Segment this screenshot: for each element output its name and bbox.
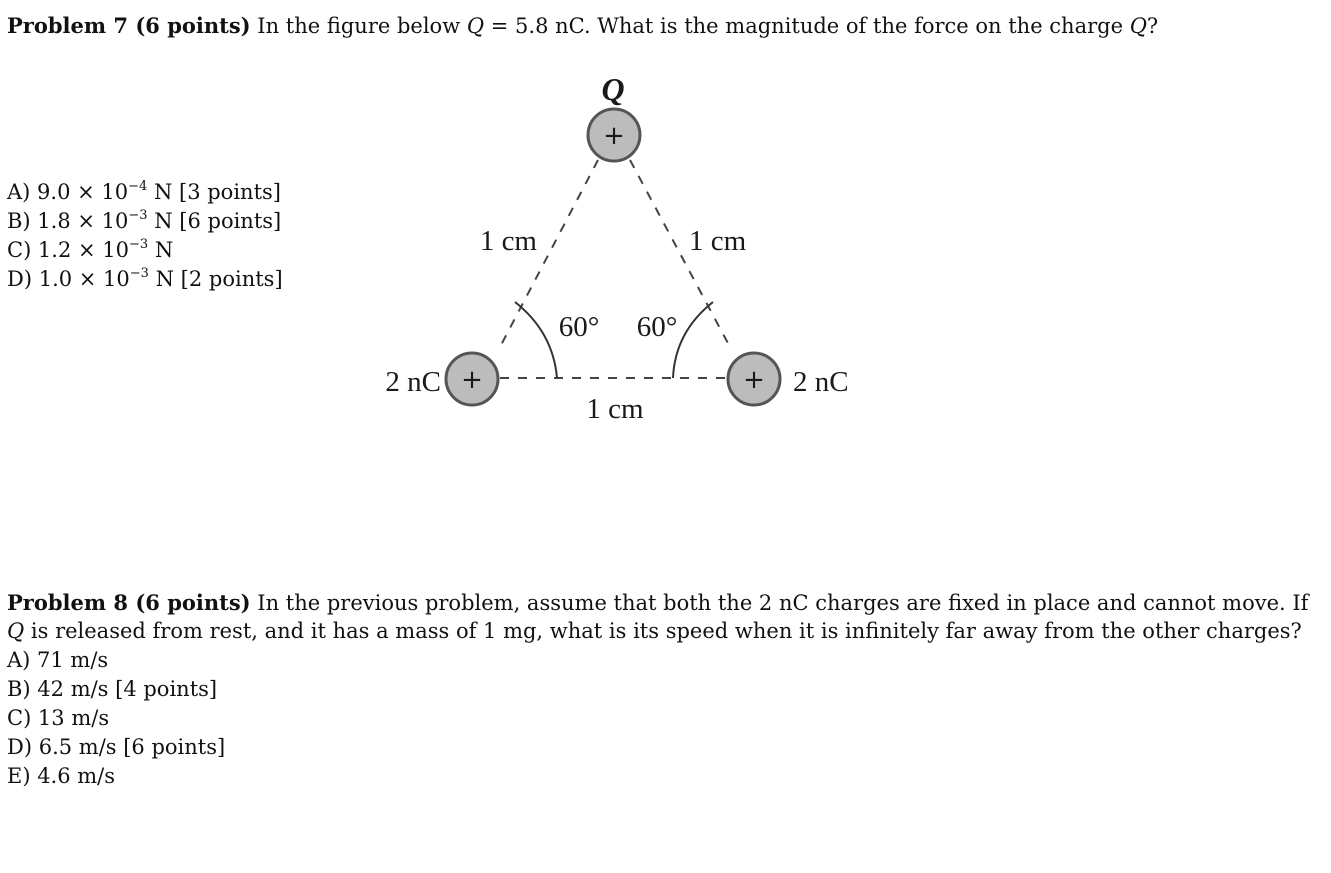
problem-7-choice-d bbox=[7, 267, 283, 296]
problem-7-choice-c bbox=[7, 238, 283, 267]
right-charge-plus: + bbox=[743, 365, 765, 395]
bottom-side-length-label: 1 cm bbox=[586, 393, 644, 425]
right-charge-label: 2 nC bbox=[793, 366, 849, 398]
problem-8-choice-c: C) 13 m/s bbox=[7, 706, 110, 730]
problem-7-choice-a bbox=[7, 180, 283, 209]
choice-tail: N bbox=[148, 238, 174, 262]
choice-tail: N [6 points] bbox=[147, 209, 282, 233]
right-angle-arc bbox=[673, 302, 713, 378]
top-charge-label: Q bbox=[601, 71, 625, 107]
left-charge-label: 2 nC bbox=[385, 366, 441, 398]
charge-triangle-figure bbox=[355, 62, 875, 432]
problem-7-q-symbol-end: Q bbox=[1129, 14, 1147, 38]
choice-exponent: −3 bbox=[128, 208, 148, 223]
problem-8-heading: Problem 8 (6 points) bbox=[7, 590, 251, 615]
top-charge-plus: + bbox=[603, 121, 625, 151]
choice-exponent: −3 bbox=[129, 266, 149, 281]
problem-8-choice-e: E) 4.6 m/s bbox=[7, 764, 116, 788]
problem-8-line-2: is released from rest, and it has a mass of 1 mg, what is its speed when it is infinitely far away from the other charges? bbox=[30, 619, 1302, 643]
problem-8-choice-a: A) 71 m/s bbox=[7, 648, 109, 672]
choice-tail: N [2 points] bbox=[148, 267, 283, 291]
choice-exponent: −4 bbox=[128, 179, 148, 194]
choice-exponent: −3 bbox=[129, 237, 149, 252]
choice-label: D) 1.0 × 10 bbox=[7, 267, 130, 291]
problem-7-statement bbox=[7, 15, 1158, 37]
problem-7-question-mark: ? bbox=[1146, 14, 1159, 38]
choice-label: A) 9.0 × 10 bbox=[7, 180, 129, 204]
problem-8-statement-line-2 bbox=[7, 621, 1302, 642]
choice-tail: N [3 points] bbox=[147, 180, 281, 204]
problem-8-line-1: In the previous problem, assume that both the 2 nC charges are fixed in place and cannot move. If bbox=[257, 591, 1309, 615]
left-angle-label: 60° bbox=[558, 311, 600, 343]
problem-7-heading: Problem 7 (6 points) bbox=[7, 13, 251, 38]
left-angle-arc bbox=[515, 302, 557, 378]
right-angle-label: 60° bbox=[636, 311, 678, 343]
right-side-length-label: 1 cm bbox=[689, 225, 747, 257]
problem-8-choice-b: B) 42 m/s [4 points] bbox=[7, 677, 218, 701]
problem-7-text-b: = 5.8 nC. What is the magnitude of the force on the charge bbox=[490, 14, 1124, 38]
problem-7-text-a: In the figure below bbox=[257, 14, 461, 38]
left-charge-plus: + bbox=[461, 365, 483, 395]
problem-8-choice-d: D) 6.5 m/s [6 points] bbox=[7, 735, 226, 759]
problem-8-q-symbol: Q bbox=[7, 619, 25, 643]
choice-label: B) 1.8 × 10 bbox=[7, 209, 129, 233]
choice-label: C) 1.2 × 10 bbox=[7, 238, 130, 262]
problem-8-choices bbox=[7, 650, 225, 795]
problem-8-statement-line-1 bbox=[7, 592, 1308, 614]
problem-7-choices bbox=[7, 180, 283, 296]
left-side-length-label: 1 cm bbox=[479, 225, 537, 257]
problem-7-q-symbol: Q bbox=[466, 14, 485, 38]
problem-7-choice-b bbox=[7, 209, 283, 238]
